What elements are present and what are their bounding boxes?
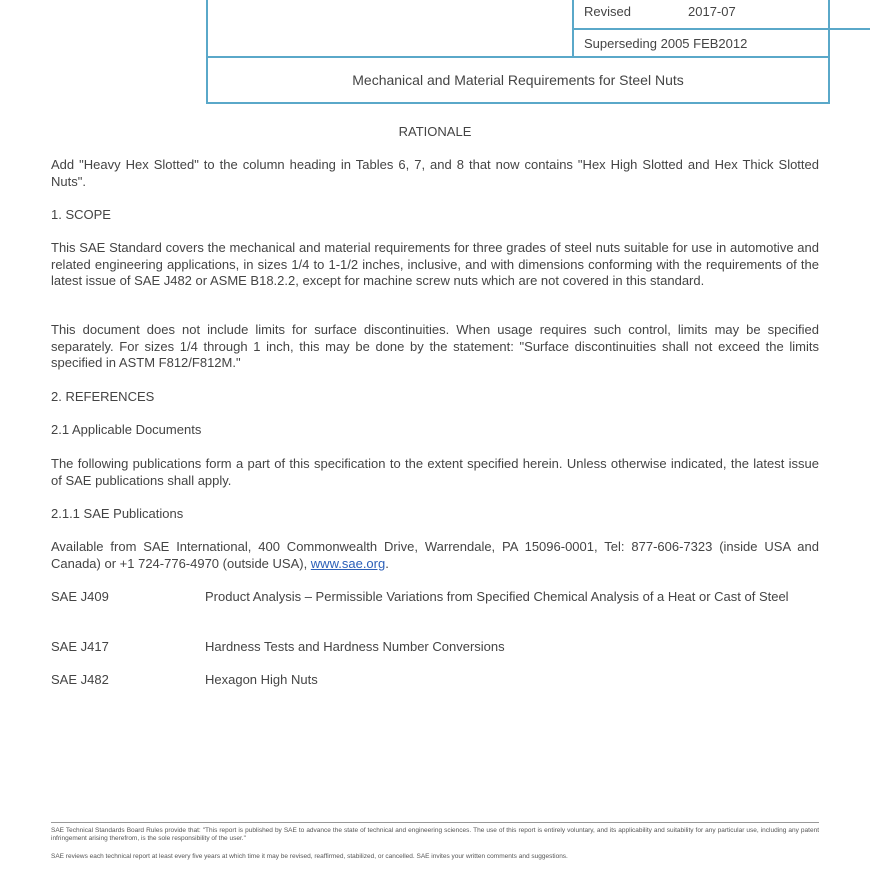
availability-text bbox=[51, 539, 819, 572]
applicable-documents-heading: 2.1 Applicable Documents bbox=[51, 422, 202, 437]
availability-body: Available from SAE International, 400 Commonwealth Drive, Warrendale, PA 15096-0001, Tel: 877-606-7323 (inside USA and Canada) or +1 724-776-4970 (outside USA), bbox=[51, 539, 819, 571]
superseding-text: Superseding 2005 FEB2012 bbox=[584, 36, 748, 51]
footer-divider bbox=[51, 822, 819, 823]
footer-review-text: SAE reviews each technical report at least every five years at which time it may be revised, reaffirmed, stabilized, or cancelled. SAE invites your written comments and suggestions. bbox=[51, 853, 568, 860]
scope-paragraph-2: This document does not include limits for surface discontinuities. When usage requires such control, limits may be specified separately. For sizes 1/4 through 1 inch, this may be done by the statement: "Surface discontinuities shall not exceed the limits specified in ASTM F812/F812M." bbox=[51, 322, 819, 370]
revised-value: 2017-07 bbox=[688, 4, 736, 19]
reference-code: SAE J409 bbox=[51, 589, 109, 604]
header-row-divider bbox=[572, 28, 870, 30]
revised-label: Revised bbox=[584, 4, 631, 19]
availability-end: . bbox=[385, 555, 389, 571]
scope-heading: 1. SCOPE bbox=[51, 207, 111, 222]
reference-description: Product Analysis – Permissible Variations from Specified Chemical Analysis of a Heat or Cast of Steel bbox=[205, 589, 789, 604]
footer-rules-text: SAE Technical Standards Board Rules provide that: "This report is published by SAE to advance the state of technical and engineering sciences. The use of this report is entirely voluntary, and its applicability and suitability for any particular use, including any patent infringement arising therefrom, is the sole responsibility of the user." bbox=[51, 827, 819, 842]
references-heading: 2. REFERENCES bbox=[51, 389, 155, 404]
header-info-block bbox=[208, 0, 828, 58]
reference-description: Hardness Tests and Hardness Number Conversions bbox=[205, 639, 505, 654]
scope-paragraph-1: This SAE Standard covers the mechanical and material requirements for three grades of steel nuts suitable for use in automotive and related engineering applications, in sizes 1/4 to 1-1/2 inches, inclusive, and with dimensions conforming with the requirements of the latest issue of SAE J482 or ASME B18.2.2, except for machine screw nuts which are not covered in this standard. bbox=[51, 240, 819, 288]
rationale-text: Add "Heavy Hex Slotted" to the column heading in Tables 6, 7, and 8 that now contains "Hex High Slotted and Hex Thick Slotted Nuts". bbox=[51, 157, 819, 189]
reference-description: Hexagon High Nuts bbox=[205, 672, 318, 687]
rationale-heading: RATIONALE bbox=[398, 124, 472, 139]
superseding-row bbox=[584, 36, 747, 51]
sae-website-link[interactable]: www.sae.org bbox=[310, 555, 386, 571]
document-title: Mechanical and Material Requirements for Steel Nuts bbox=[352, 72, 684, 88]
document-header bbox=[206, 0, 830, 104]
applicable-documents-text: The following publications form a part of this specification to the extent specified herein. Unless otherwise indicated, the latest issue of SAE publications shall apply. bbox=[51, 456, 819, 488]
reference-code: SAE J417 bbox=[51, 639, 109, 654]
revised-row bbox=[584, 4, 736, 19]
reference-code: SAE J482 bbox=[51, 672, 109, 687]
sae-publications-heading: 2.1.1 SAE Publications bbox=[51, 506, 184, 521]
